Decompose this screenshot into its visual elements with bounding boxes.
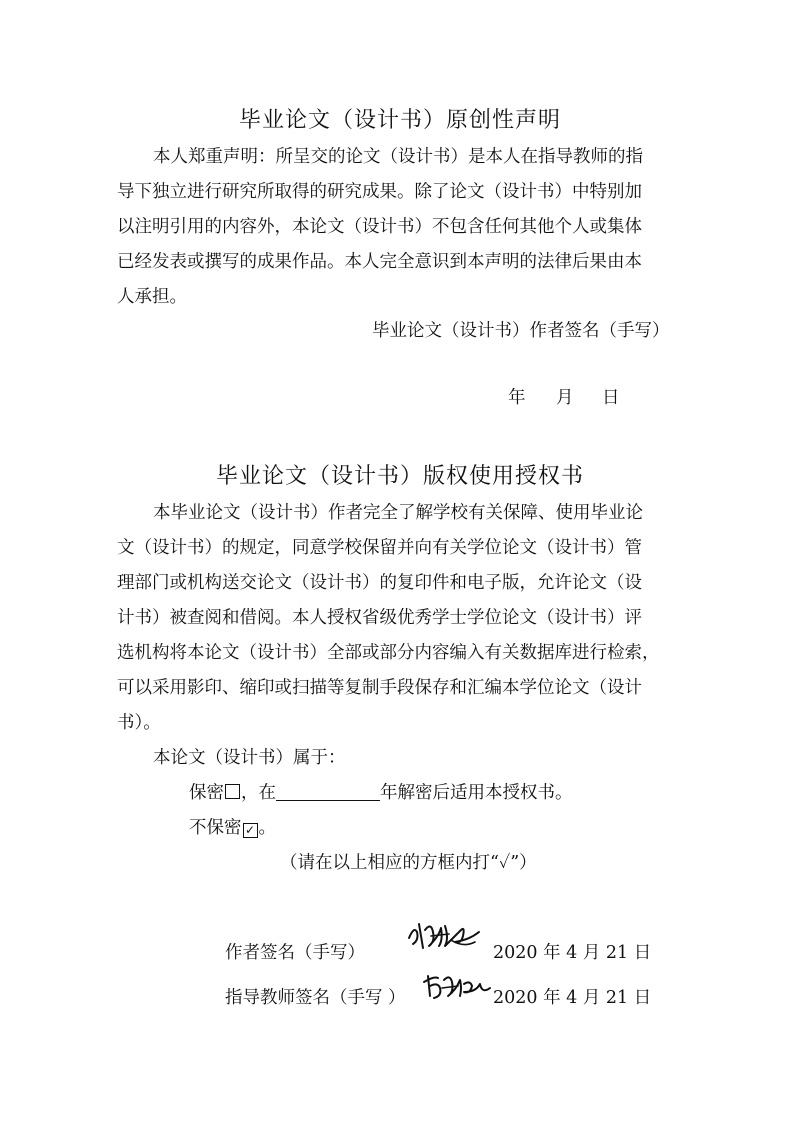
author-signature-image: [405, 918, 483, 952]
author-sign-label: 作者签名（手写）: [225, 943, 365, 963]
declaration-line-4: 已经发表或撰写的成果作品。本人完全意识到本声明的法律后果由本: [117, 252, 642, 272]
option-secret: [189, 779, 573, 804]
declaration-line-3: 以注明引用的内容外，本论文（设计书）不包含任何其他个人或集体: [117, 217, 642, 237]
belongs-label: 本论文（设计书）属于：: [153, 748, 346, 768]
secret-checkbox[interactable]: [225, 784, 240, 799]
declaration-date-year: 年: [508, 388, 526, 408]
option-not-secret-end: 。: [258, 818, 276, 838]
decrypt-years-field[interactable]: [276, 782, 380, 801]
authorization-line-4: 计书）被查阅和借阅。本人授权省级优秀学士学位论文（设计书）评: [117, 608, 642, 628]
declaration-date-day: 日: [602, 388, 620, 408]
authorization-line-6: 可以采用影印、缩印或扫描等复制手段保存和汇编本学位论文（设计: [117, 678, 642, 698]
not-secret-checkbox[interactable]: ✓: [243, 823, 258, 838]
option-secret-prefix: 保密: [189, 783, 224, 803]
authorization-line-7: 书）。: [117, 713, 161, 733]
declaration-line-2: 导下独立进行研究所取得的研究成果。除了论文（设计书）中特别加: [117, 182, 642, 202]
declaration-date-month: 月: [556, 388, 574, 408]
authorization-line-3: 理部门或机构送交论文（设计书）的复印件和电子版，允许论文（设: [117, 573, 642, 593]
authorization-title: 毕业论文（设计书）版权使用授权书: [215, 464, 584, 489]
advisor-sign-label: 指导教师签名（手写 ）: [225, 988, 406, 1008]
option-secret-mid: ，在: [241, 783, 276, 803]
author-sign-date: 2020 年 4 月 21 日: [493, 943, 652, 963]
declaration-title: 毕业论文（设计书）原创性声明: [238, 108, 561, 133]
option-secret-suffix: 年解密后适用本授权书。: [380, 783, 573, 803]
instruction-text: （请在以上相应的方框内打“✓”）: [280, 853, 537, 873]
declaration-line-5: 人承担。: [117, 287, 187, 307]
option-not-secret-label: 不保密: [189, 818, 242, 838]
advisor-signature-image: [420, 970, 492, 1002]
declaration-line-1: 本人郑重声明：所呈交的论文（设计书）是本人在指导教师的指: [153, 147, 643, 167]
option-not-secret: [189, 814, 276, 839]
authorization-line-1: 本毕业论文（设计书）作者完全了解学校有关保障、使用毕业论: [153, 503, 643, 523]
authorization-line-2: 文（设计书）的规定，同意学校保留并向有关学位论文（设计书）管: [117, 538, 642, 558]
advisor-sign-date: 2020 年 4 月 21 日: [493, 988, 652, 1008]
declaration-signature-label: 毕业论文（设计书）作者签名（手写）: [372, 321, 670, 341]
authorization-line-5: 选机构将本论文（设计书）全部或部分内容编入有关数据库进行检索，: [117, 643, 660, 663]
